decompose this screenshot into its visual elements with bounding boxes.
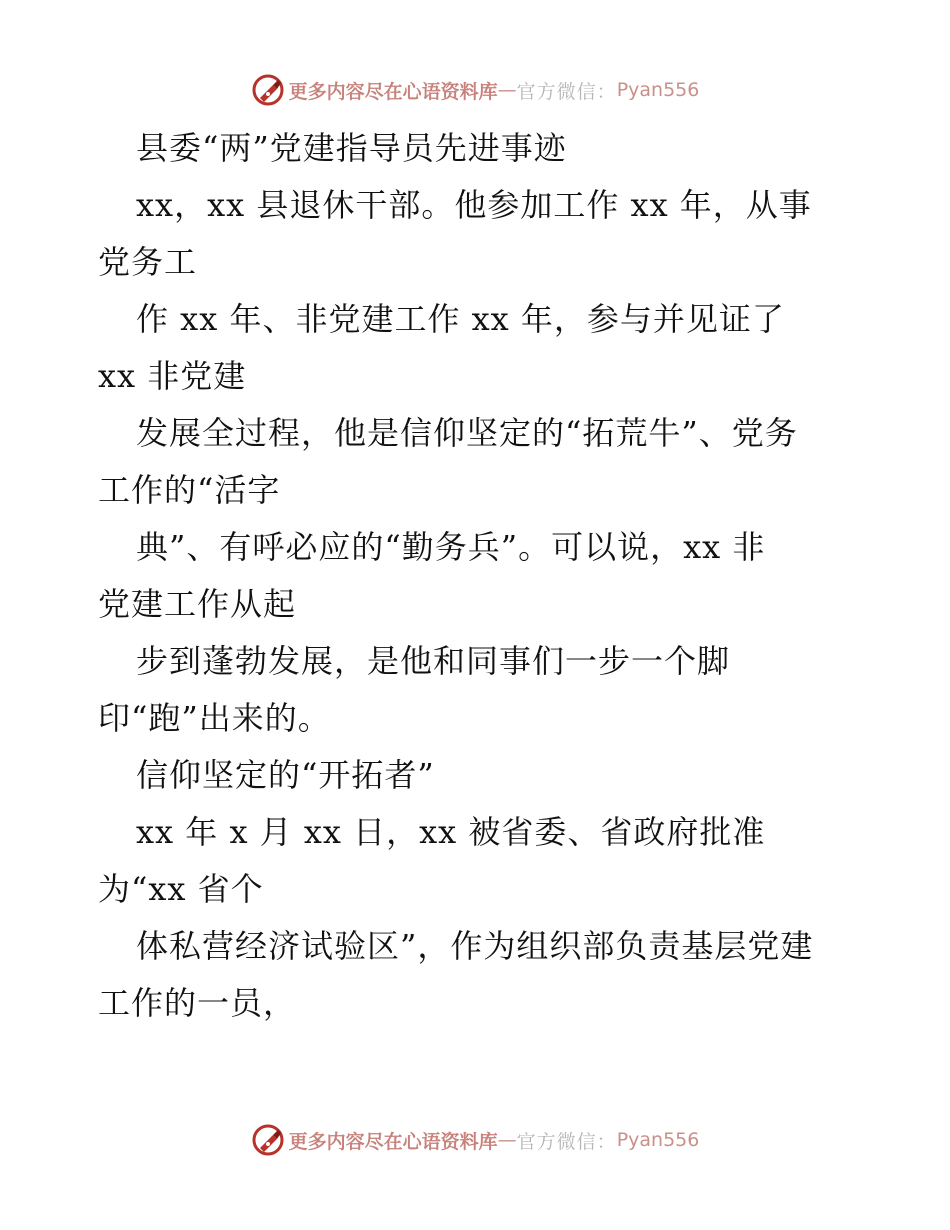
text-line: xx，xx 县退休干部。他参加工作 xx 年，从事 bbox=[136, 186, 812, 224]
text-line: 发展全过程，他是信仰坚定的“拓荒牛”、党务 bbox=[136, 414, 798, 452]
text-line: 印“跑”出来的。 bbox=[98, 699, 331, 737]
text-line: 信仰坚定的“开拓者” bbox=[136, 756, 435, 794]
header-banner bbox=[0, 70, 950, 110]
text-line: xx 非党建 bbox=[98, 357, 247, 395]
banner-brand-text: 更多内容尽在心语资料库 bbox=[288, 80, 498, 103]
pen-nib-logo-icon bbox=[251, 1123, 285, 1157]
text-line: 党务工 bbox=[98, 243, 198, 281]
banner-separator: — bbox=[497, 1129, 517, 1151]
document-body bbox=[98, 120, 858, 1032]
text-line: 典”、有呼必应的“勤务兵”。可以说，xx 非 bbox=[136, 528, 766, 566]
text-line: 为“xx 省个 bbox=[98, 870, 264, 908]
text-line: 步到蓬勃发展，是他和同事们一步一个脚 bbox=[136, 642, 731, 680]
banner-wechat-label: 官方微信： bbox=[516, 1130, 617, 1153]
text-line: 党建工作从起 bbox=[98, 585, 297, 623]
banner-wechat-id: Pyan556 bbox=[616, 79, 700, 101]
banner-wechat-label: 官方微信： bbox=[516, 80, 617, 103]
text-line: 县委“两”党建指导员先进事迹 bbox=[136, 129, 567, 167]
text-line: 作 xx 年、非党建工作 xx 年，参与并见证了 bbox=[136, 300, 785, 338]
text-line: 体私营经济试验区”，作为组织部负责基层党建 bbox=[136, 927, 814, 965]
text-line: 工作的“活字 bbox=[98, 471, 281, 509]
text-line: 工作的一员， bbox=[98, 984, 297, 1022]
banner-brand-text: 更多内容尽在心语资料库 bbox=[288, 1130, 498, 1153]
pen-nib-logo-icon bbox=[251, 73, 285, 107]
text-line: xx 年 x 月 xx 日，xx 被省委、省政府批准 bbox=[136, 813, 766, 851]
banner-separator: — bbox=[497, 79, 517, 101]
banner-wechat-id: Pyan556 bbox=[616, 1129, 700, 1151]
footer-banner bbox=[0, 1120, 950, 1160]
